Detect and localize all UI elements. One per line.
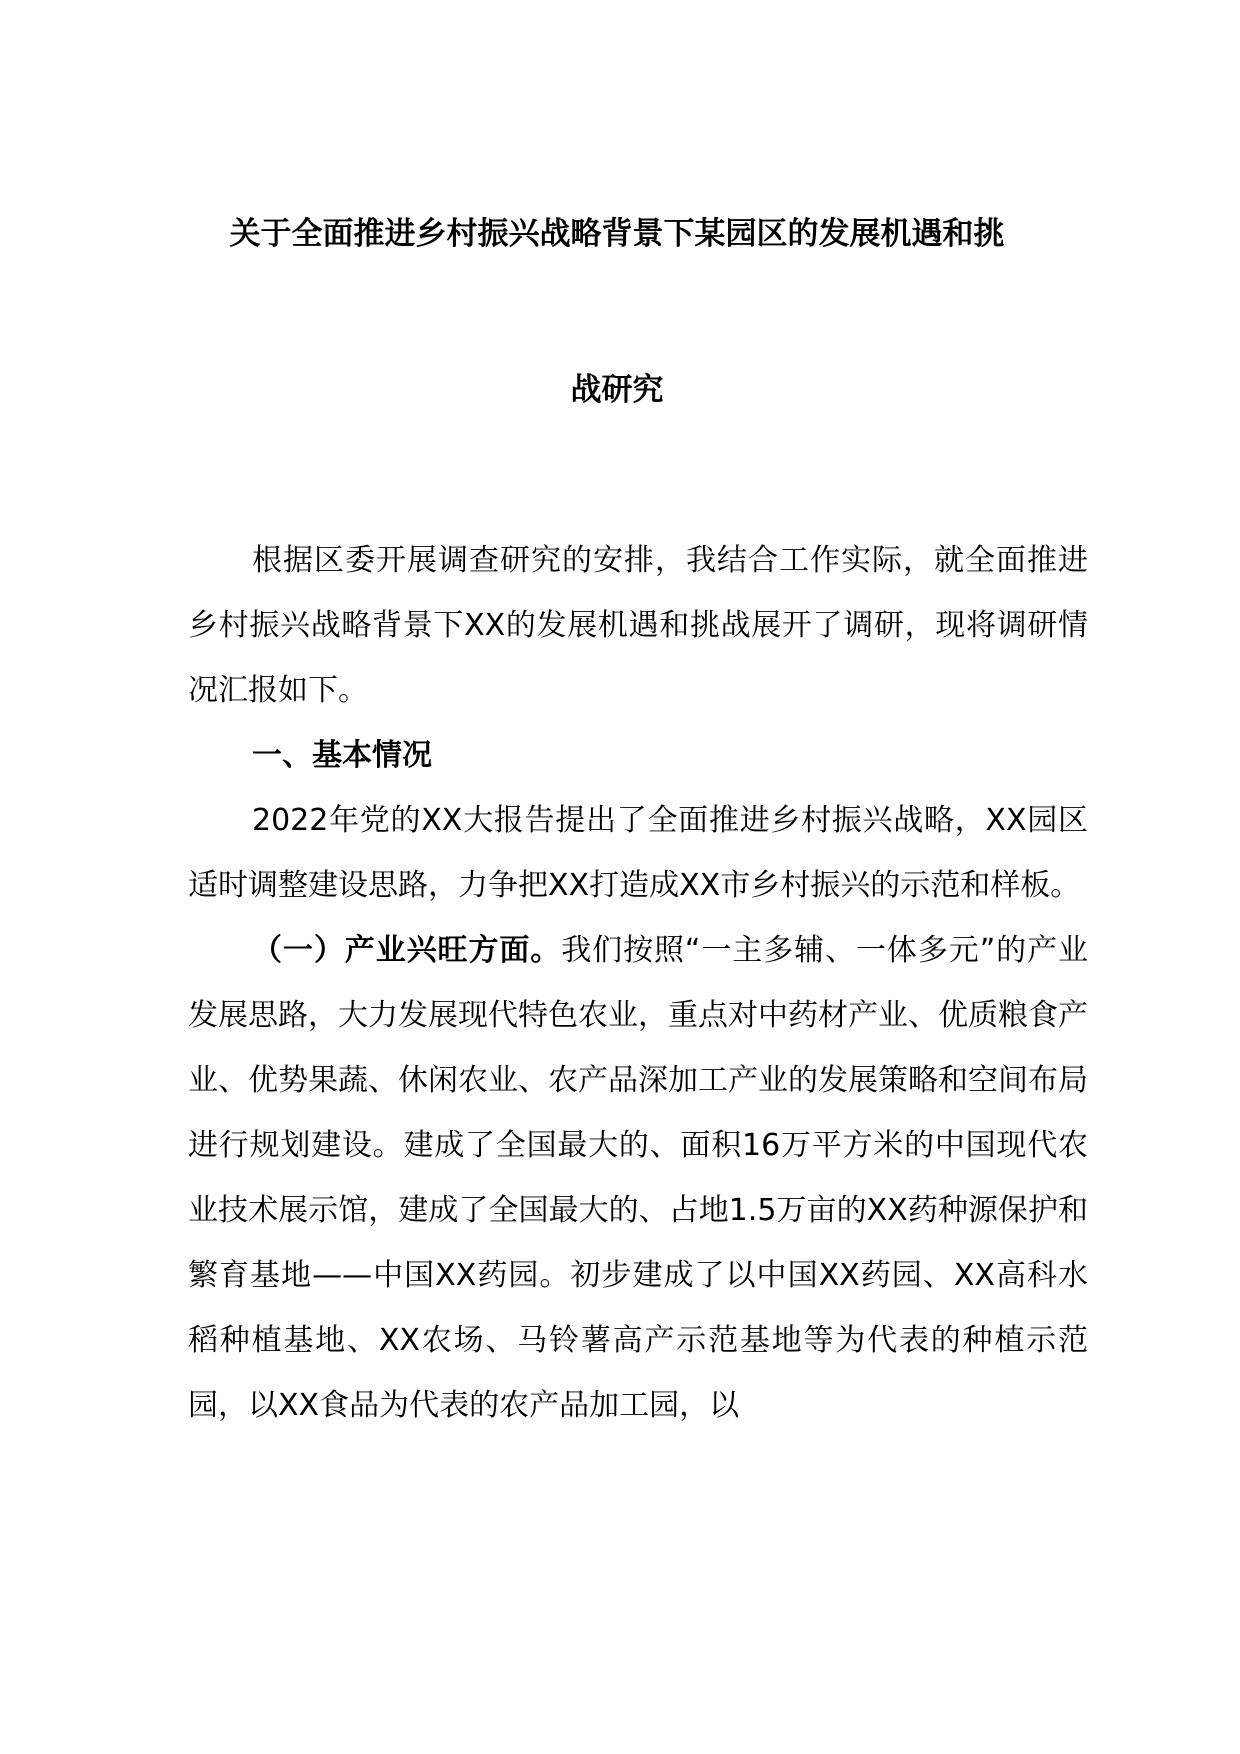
paragraph-intro: 根据区委开展调查研究的安排，我结合工作实际，就全面推进乡村振兴战略背景下XX的发展机遇和挑战展开了调研，现将调研情况汇报如下。 [188, 543, 1088, 708]
document-title-line-2: 战研究 [570, 372, 664, 408]
subsection-heading-industry: （一）产业兴旺方面。 [252, 933, 562, 968]
paragraph-industry-text: 我们按照“一主多辅、一体多元”的产业发展思路，大力发展现代特色农业，重点对中药材产业、优质粮食产业、优势果蔬、休闲农业、农产品深加工产业的发展策略和空间布局进行规划建设。建成了全国最大的、面积16万平方米的中国现代农业技术展示馆，建成了全国最大的、占地1.5万亩的XX药种源保护和繁育基地——中国XX药园。初步建成了以中国XX药园、XX高科水稻种植基地、XX农场、马铃薯高产示范基地等为代表的种植示范园，以XX食品为代表的农产品加工园，以 [188, 933, 1088, 1423]
section-heading-basic: 一、基本情况 [252, 738, 432, 773]
document-body [188, 528, 1088, 1438]
document-title-line-1: 关于全面推进乡村振兴战略背景下某园区的发展机遇和挑 [229, 216, 1005, 252]
paragraph-industry [188, 918, 1088, 1438]
paragraph-basic-situation: 2022年党的XX大报告提出了全面推进乡村振兴战略，XX园区适时调整建设思路，力争把XX打造成XX市乡村振兴的示范和样板。 [188, 803, 1088, 903]
